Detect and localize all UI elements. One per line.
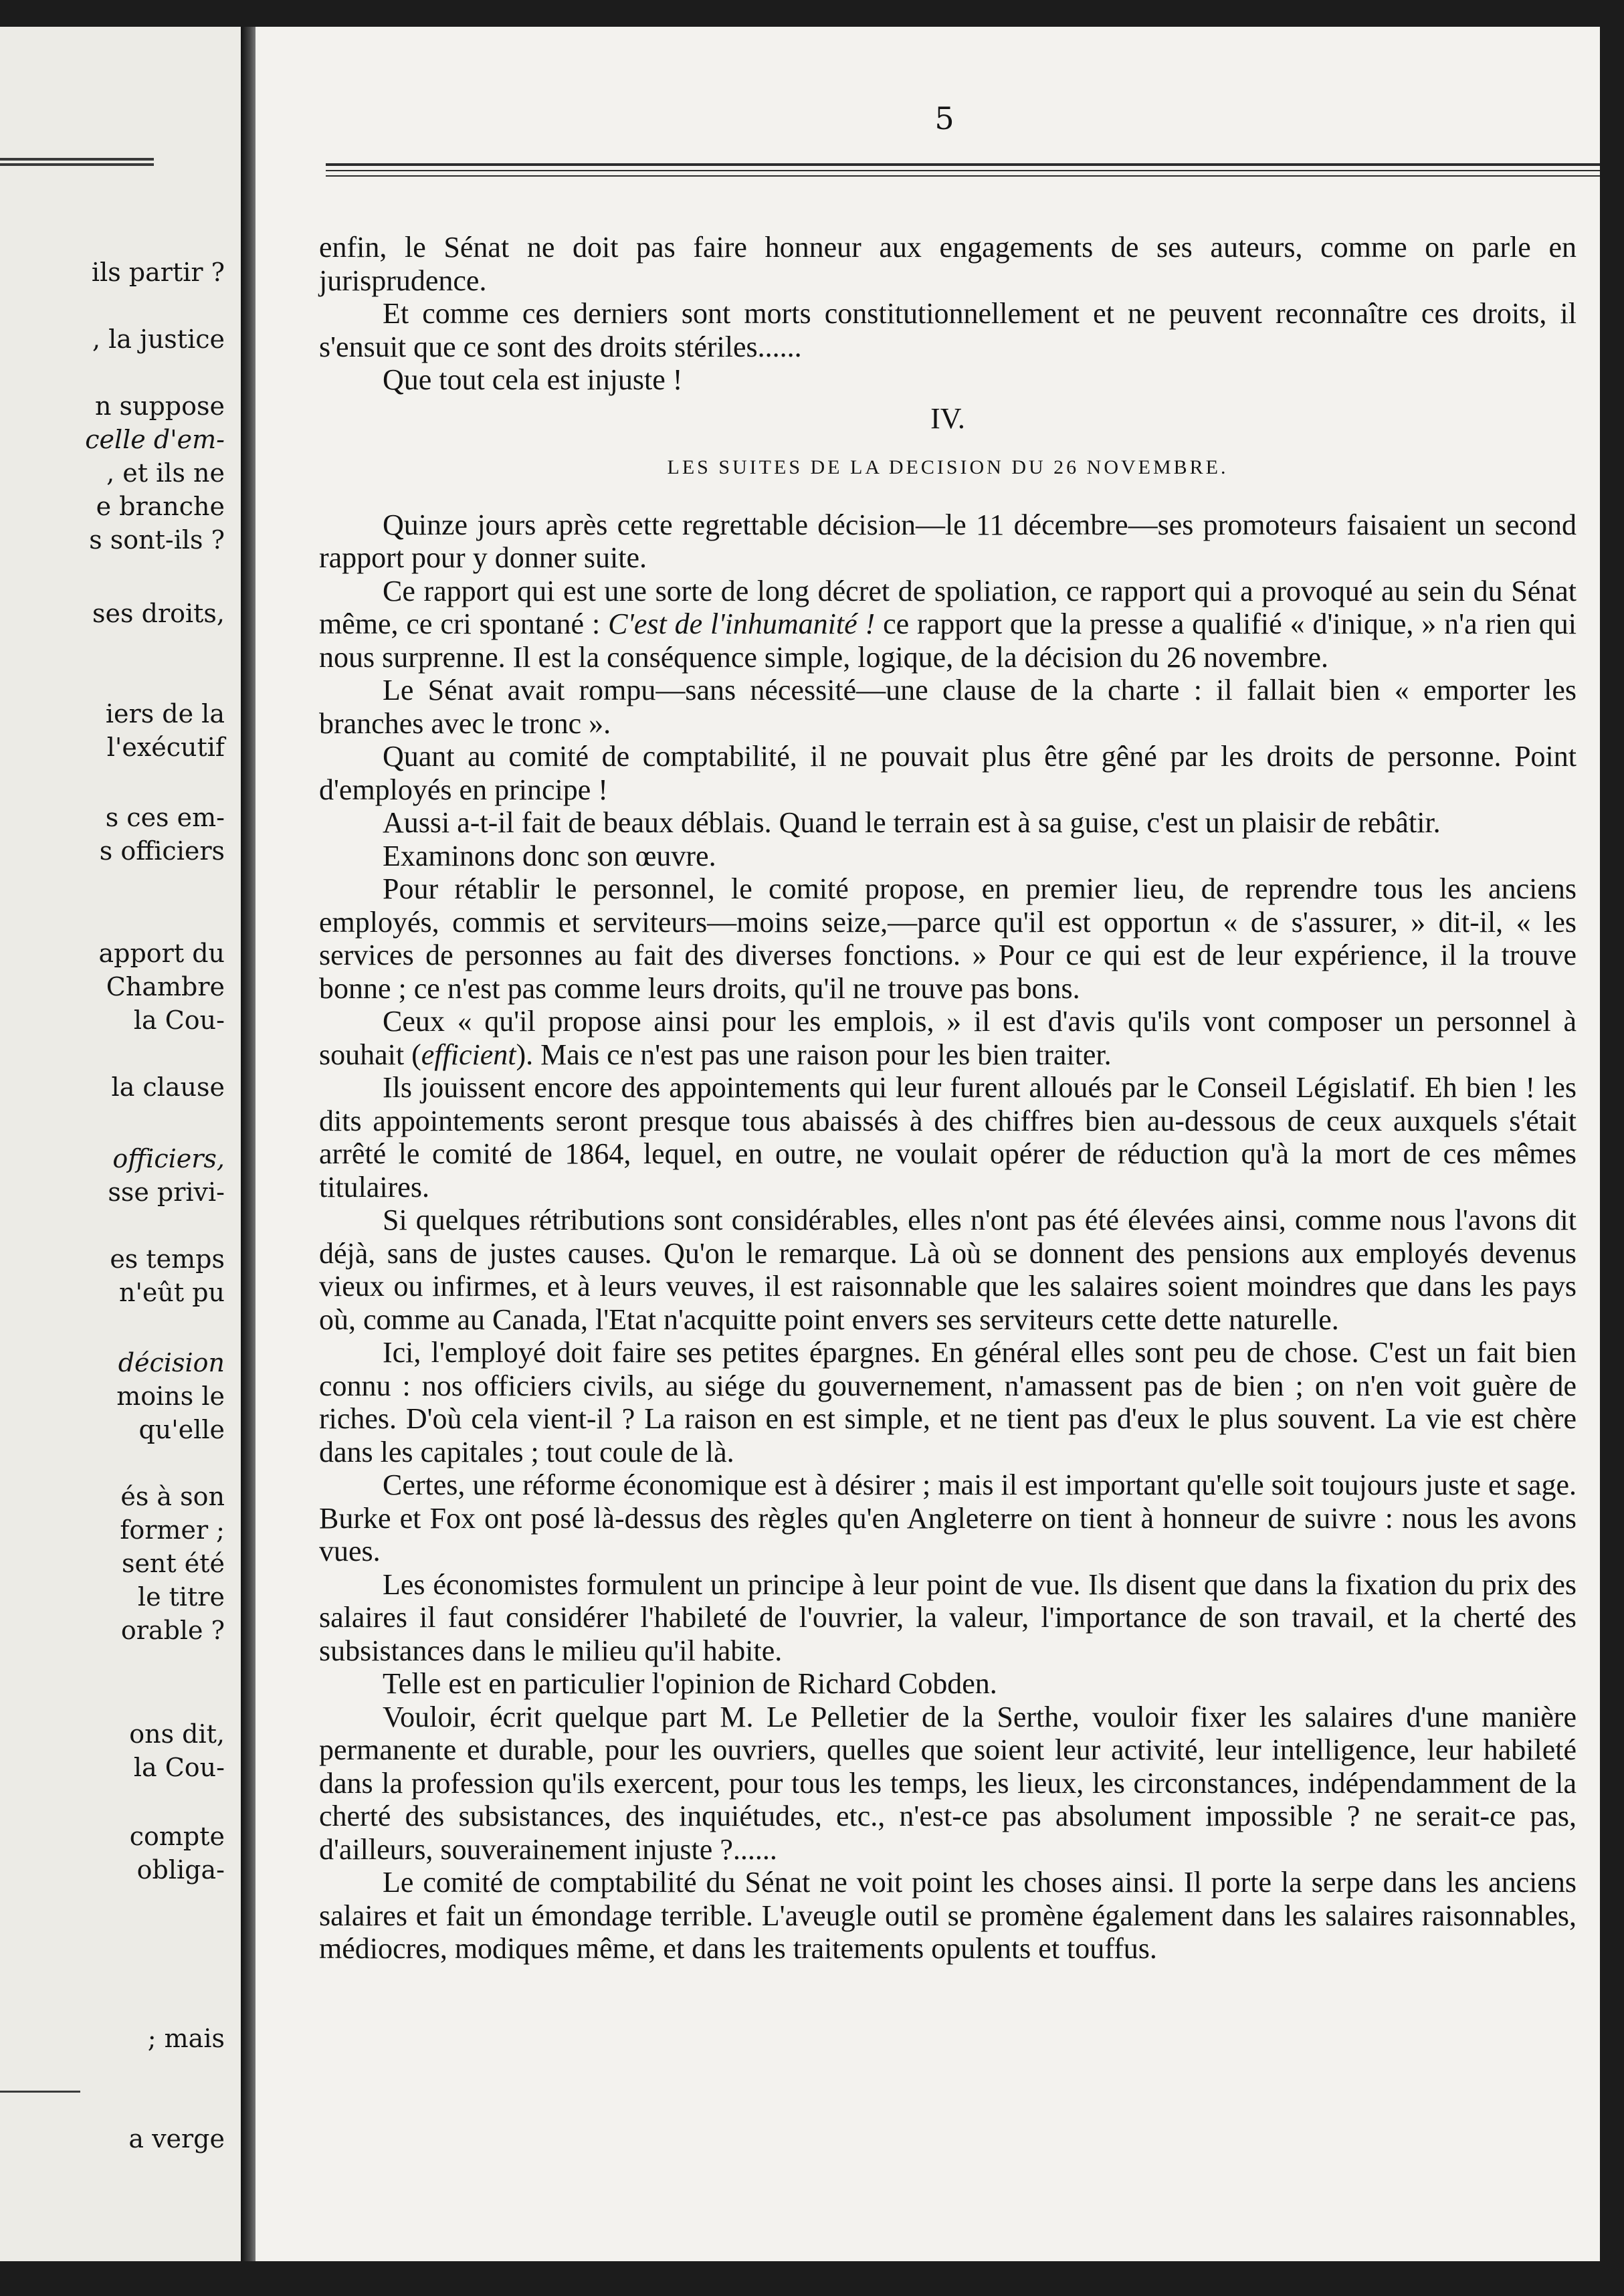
paragraph-text: Ce rapport qui est une sorte de long décret de spoliation, ce rapport qui a provoqué au sein du Sénat même, ce cri spontané : [319,574,1577,640]
left-fragment: ; mais [147,2024,225,2053]
left-fragment: iers de la [105,699,225,729]
left-fragment: a verge [128,2124,225,2154]
paragraph: Quinze jours après cette regrettable décision—le 11 décembre—ses promoteurs faisaient un second rapport pour y donner suite. [319,508,1577,574]
left-fragment: ons dit, [129,1719,225,1749]
paragraph-text: ce rapport que la presse a qualifié « d'inique, » n'a rien qui nous surprenne. Il est la conséquence simple, logique, de la décision du 26 novembre. [319,607,1577,674]
left-fragment: n'eût pu [118,1278,225,1307]
left-fragment: officiers, [112,1144,225,1173]
left-fragment: és à son [120,1482,225,1511]
left-fragment: s officiers [99,836,225,866]
left-header-rule [0,158,154,161]
left-fragment: celle d'em- [85,425,225,454]
header-rule-line [326,170,1600,171]
left-fragment: , la justice [92,324,225,354]
paragraph: enfin, le Sénat ne doit pas faire honneur aux engagements de ses auteurs, comme on parle en jurisprudence. [319,231,1577,297]
book-gutter [241,27,256,2261]
left-fragment: décision [118,1348,225,1377]
paragraph [319,1005,1577,1071]
left-fragment: , et ils ne [106,458,225,488]
left-fragment: former ; [120,1515,225,1545]
left-fragment: obliga- [136,1855,225,1885]
left-fragment: apport du [98,939,225,968]
paragraph: Le comité de comptabilité du Sénat ne voit point les choses ainsi. Il porte la serpe dans les anciens salaires et fait un émondage terrible. L'aveugle outil se promène également dans les salaires raisonnables, médiocres, modiques même, et dans les traitements opulents et touffus. [319,1866,1577,1965]
header-rule-line [326,175,1600,177]
section-number: IV. [930,401,965,435]
paragraph-text: Ceux « qu'il propose ainsi pour les emplois, » il est d'avis qu'ils vont composer un personnel à souhait ( [319,1005,1577,1071]
left-fragment: l'exécutif [106,733,225,762]
left-header-rule [0,163,154,166]
paragraph: Et comme ces derniers sont morts constitutionnellement et ne peuvent reconnaître ces droits, il s'ensuit que ce sont des droits stériles...... [319,297,1577,363]
left-fragment: sse privi- [108,1177,225,1207]
header-rule [326,163,1600,181]
scan-bottom-edge [256,2261,1600,2296]
paragraph: Telle est en particulier l'opinion de Richard Cobden. [383,1667,997,1700]
left-footnote-rule [0,2091,80,2093]
left-fragment: e branche [96,492,225,521]
header-rule-line [326,163,1600,166]
paragraph: Les économistes formulent un principe à leur point de vue. Ils disent que dans la fixation du prix des salaires il faut considérer l'habileté de l'ouvrier, la valeur, l'importance de son travail, et la cherté des subsistances dans le milieu qu'il habite. [319,1567,1577,1667]
paragraph: Ici, l'employé doit faire ses petites épargnes. En général elles sont peu de chose. C'est un fait bien connu : nos officiers civils, au siége du gouvernement, n'amassent pas de bien ; on n'en voit guère de riches. D'où cela vient-il ? La raison en est simple, et ne tient pas d'eux le plus souvent. La vie est chère dans les capitales ; tout coule de là. [319,1336,1577,1468]
italic-term: efficient [421,1038,516,1071]
left-fragment: ses droits, [92,599,225,628]
paragraph: Certes, une réforme économique est à désirer ; mais il est important qu'elle soit toujours juste et sage. Burke et Fox ont posé là-dessus des règles qu'en Angleterre on tient à honneur de suivre : nous les avons vues. [319,1468,1577,1567]
left-fragment: qu'elle [138,1415,225,1444]
italic-quote: C'est de l'inhumanité ! [608,607,876,640]
right-page [256,27,1600,2261]
paragraph: Le Sénat avait rompu—sans nécessité—une clause de la charte : il fallait bien « emporter les branches avec le tronc ». [319,674,1577,740]
section-title: LES SUITES DE LA DECISION DU 26 NOVEMBRE. [667,456,1229,478]
paragraph: Aussi a-t-il fait de beaux déblais. Quand le terrain est à sa guise, c'est un plaisir de rebâtir. [383,806,1441,839]
paragraph: Que tout cela est injuste ! [383,363,683,396]
paragraph-text: ). Mais ce n'est pas une raison pour les bien traiter. [516,1038,1112,1071]
left-fragment: n suppose [94,391,225,421]
left-facing-page [0,27,241,2261]
left-fragment: la Cou- [133,1006,225,1035]
left-fragment: s sont-ils ? [89,525,225,555]
paragraph: Vouloir, écrit quelque part M. Le Pelletier de la Serthe, vouloir fixer les salaires d'une manière permanente et durable, pour les ouvriers, quelles que soient leur activité, leur intelligence, leur habileté dans la profession qu'ils exercent, pour tous les temps, les lieux, les circonstances, indépendamment de la cherté des subsistances, des inquiétudes, etc., n'est-ce pas absolument impossible ? ne serait-ce pas, d'ailleurs, souverainement injuste ?...... [319,1700,1577,1866]
left-fragment: ils partir ? [91,258,225,287]
article-body [319,231,1577,1966]
left-fragment: es temps [110,1244,225,1274]
paragraph: Pour rétablir le personnel, le comité propose, en premier lieu, de reprendre tous les anciens employés, commis et serviteurs—moins seize,—parce qu'il est opportun « de s'assurer, » dit-il, « les services de personnes au fait des diverses fonctions. » Pour ce qui est de leur expérience, il la trouve bonne ; ce n'est pas comme leurs droits, qu'il ne trouve pas bons. [319,872,1577,1005]
paragraph: Si quelques rétributions sont considérables, elles n'ont pas été élevées ainsi, comme nous l'avons dit déjà, sans de justes causes. Qu'on le remarque. Là où se donnent des pensions aux employés devenus vieux ou infirmes, et à leurs veuves, il est raisonnable que les salaires soient moindres que dans les pays où, comme au Canada, l'Etat n'acquitte point envers ses serviteurs cette dette naturelle. [319,1204,1577,1336]
left-fragment: moins le [116,1381,225,1411]
paragraph: Examinons donc son œuvre. [383,839,716,872]
left-fragment: le titre [137,1582,225,1612]
left-fragment: la clause [111,1072,225,1102]
paragraph: Quant au comité de comptabilité, il ne pouvait plus être gêné par les droits de personne. Point d'employés en principe ! [319,740,1577,806]
left-fragment: Chambre [106,972,225,1001]
left-fragment: compte [129,1822,225,1851]
page-number: 5 [934,100,954,136]
paragraph [319,575,1577,674]
left-fragment: sent été [121,1549,225,1578]
left-fragment: s ces em- [105,803,225,832]
left-fragment: orable ? [120,1616,225,1645]
left-fragment: la Cou- [133,1753,225,1782]
paragraph: Ils jouissent encore des appointements qui leur furent alloués par le Conseil Législatif. Eh bien ! les dits appointements seront presque tous abaissés à des chiffres bien au-dessous de ceux auxquels s'était arrêté le comité de 1864, lequel, en outre, ne voulait opérer de réduction qu'à la mort de ces mêmes titulaires. [319,1071,1577,1204]
